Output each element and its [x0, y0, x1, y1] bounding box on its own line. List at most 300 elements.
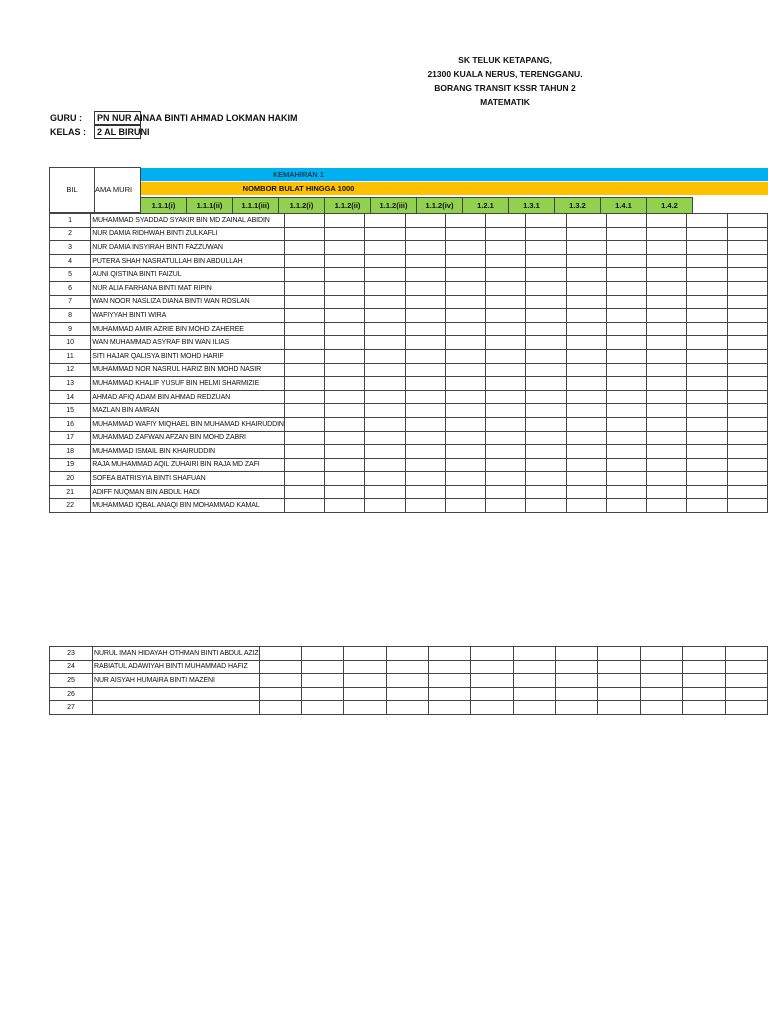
skill-cell[interactable] — [486, 268, 526, 282]
skill-cell[interactable] — [486, 214, 526, 228]
skill-cell[interactable] — [365, 445, 405, 459]
skill-cell[interactable] — [606, 472, 646, 486]
skill-cell[interactable] — [486, 377, 526, 391]
skill-cell[interactable] — [687, 241, 727, 255]
skill-cell[interactable] — [486, 241, 526, 255]
skill-cell[interactable] — [365, 281, 405, 295]
skill-cell[interactable] — [566, 281, 606, 295]
skill-cell[interactable] — [566, 349, 606, 363]
skill-cell[interactable] — [566, 485, 606, 499]
skill-cell[interactable] — [365, 268, 405, 282]
skill-cell[interactable] — [284, 349, 324, 363]
skill-cell[interactable] — [687, 227, 727, 241]
skill-cell[interactable] — [566, 363, 606, 377]
skill-cell[interactable] — [647, 336, 687, 350]
skill-cell[interactable] — [647, 472, 687, 486]
skill-cell[interactable] — [405, 363, 445, 377]
skill-cell[interactable] — [606, 254, 646, 268]
skill-cell[interactable] — [471, 674, 513, 688]
skill-cell[interactable] — [727, 268, 767, 282]
skill-cell[interactable] — [365, 227, 405, 241]
skill-cell[interactable] — [405, 431, 445, 445]
skill-cell[interactable] — [687, 254, 727, 268]
skill-cell[interactable] — [405, 336, 445, 350]
skill-cell[interactable] — [647, 254, 687, 268]
skill-cell[interactable] — [647, 227, 687, 241]
skill-cell[interactable] — [486, 404, 526, 418]
skill-cell[interactable] — [640, 674, 682, 688]
skill-cell[interactable] — [687, 214, 727, 228]
skill-cell[interactable] — [386, 701, 428, 715]
skill-cell[interactable] — [727, 254, 767, 268]
skill-cell[interactable] — [284, 472, 324, 486]
skill-cell[interactable] — [471, 687, 513, 701]
skill-cell[interactable] — [344, 674, 386, 688]
skill-cell[interactable] — [325, 377, 365, 391]
skill-cell[interactable] — [445, 214, 485, 228]
skill-cell[interactable] — [405, 309, 445, 323]
skill-cell[interactable] — [687, 363, 727, 377]
skill-cell[interactable] — [471, 647, 513, 661]
skill-cell[interactable] — [647, 268, 687, 282]
skill-cell[interactable] — [284, 363, 324, 377]
skill-cell[interactable] — [284, 445, 324, 459]
skill-cell[interactable] — [429, 701, 471, 715]
skill-cell[interactable] — [526, 214, 566, 228]
skill-cell[interactable] — [526, 445, 566, 459]
skill-cell[interactable] — [429, 687, 471, 701]
skill-cell[interactable] — [513, 701, 555, 715]
skill-cell[interactable] — [284, 227, 324, 241]
skill-cell[interactable] — [445, 227, 485, 241]
skill-cell[interactable] — [687, 322, 727, 336]
skill-cell[interactable] — [284, 377, 324, 391]
skill-cell[interactable] — [259, 701, 301, 715]
skill-cell[interactable] — [405, 349, 445, 363]
skill-cell[interactable] — [598, 674, 640, 688]
skill-cell[interactable] — [301, 660, 343, 674]
skill-cell[interactable] — [727, 431, 767, 445]
skill-cell[interactable] — [727, 349, 767, 363]
skill-cell[interactable] — [606, 322, 646, 336]
skill-cell[interactable] — [301, 674, 343, 688]
skill-cell[interactable] — [566, 254, 606, 268]
skill-cell[interactable] — [606, 417, 646, 431]
skill-cell[interactable] — [606, 445, 646, 459]
skill-cell[interactable] — [566, 445, 606, 459]
skill-cell[interactable] — [445, 309, 485, 323]
skill-cell[interactable] — [445, 458, 485, 472]
skill-cell[interactable] — [486, 485, 526, 499]
skill-cell[interactable] — [727, 295, 767, 309]
skill-cell[interactable] — [405, 322, 445, 336]
skill-cell[interactable] — [365, 377, 405, 391]
skill-cell[interactable] — [598, 660, 640, 674]
skill-cell[interactable] — [647, 458, 687, 472]
skill-cell[interactable] — [405, 499, 445, 513]
skill-cell[interactable] — [365, 390, 405, 404]
skill-cell[interactable] — [344, 701, 386, 715]
skill-cell[interactable] — [647, 499, 687, 513]
skill-cell[interactable] — [365, 241, 405, 255]
skill-cell[interactable] — [687, 295, 727, 309]
skill-cell[interactable] — [727, 445, 767, 459]
skill-cell[interactable] — [325, 349, 365, 363]
skill-cell[interactable] — [445, 363, 485, 377]
skill-cell[interactable] — [325, 336, 365, 350]
skill-cell[interactable] — [325, 472, 365, 486]
skill-cell[interactable] — [365, 363, 405, 377]
skill-cell[interactable] — [606, 377, 646, 391]
skill-cell[interactable] — [526, 336, 566, 350]
skill-cell[interactable] — [683, 660, 725, 674]
skill-cell[interactable] — [556, 660, 598, 674]
skill-cell[interactable] — [566, 227, 606, 241]
skill-cell[interactable] — [486, 227, 526, 241]
skill-cell[interactable] — [647, 363, 687, 377]
skill-cell[interactable] — [725, 687, 767, 701]
skill-cell[interactable] — [647, 390, 687, 404]
skill-cell[interactable] — [301, 701, 343, 715]
skill-cell[interactable] — [365, 254, 405, 268]
skill-cell[interactable] — [566, 295, 606, 309]
skill-cell[interactable] — [259, 674, 301, 688]
skill-cell[interactable] — [727, 227, 767, 241]
skill-cell[interactable] — [727, 404, 767, 418]
skill-cell[interactable] — [640, 687, 682, 701]
skill-cell[interactable] — [284, 309, 324, 323]
skill-cell[interactable] — [687, 472, 727, 486]
skill-cell[interactable] — [386, 687, 428, 701]
skill-cell[interactable] — [727, 417, 767, 431]
skill-cell[interactable] — [325, 309, 365, 323]
skill-cell[interactable] — [486, 322, 526, 336]
skill-cell[interactable] — [445, 268, 485, 282]
skill-cell[interactable] — [526, 431, 566, 445]
skill-cell[interactable] — [566, 404, 606, 418]
skill-cell[interactable] — [445, 404, 485, 418]
skill-cell[interactable] — [647, 322, 687, 336]
skill-cell[interactable] — [606, 458, 646, 472]
skill-cell[interactable] — [647, 445, 687, 459]
skill-cell[interactable] — [445, 499, 485, 513]
skill-cell[interactable] — [566, 499, 606, 513]
skill-cell[interactable] — [405, 445, 445, 459]
skill-cell[interactable] — [486, 431, 526, 445]
skill-cell[interactable] — [284, 241, 324, 255]
skill-cell[interactable] — [647, 241, 687, 255]
skill-cell[interactable] — [647, 281, 687, 295]
skill-cell[interactable] — [526, 241, 566, 255]
skill-cell[interactable] — [471, 660, 513, 674]
skill-cell[interactable] — [566, 472, 606, 486]
skill-cell[interactable] — [344, 687, 386, 701]
skill-cell[interactable] — [429, 647, 471, 661]
skill-cell[interactable] — [606, 404, 646, 418]
skill-cell[interactable] — [405, 254, 445, 268]
skill-cell[interactable] — [606, 295, 646, 309]
skill-cell[interactable] — [325, 445, 365, 459]
skill-cell[interactable] — [365, 322, 405, 336]
skill-cell[interactable] — [486, 349, 526, 363]
skill-cell[interactable] — [647, 377, 687, 391]
skill-cell[interactable] — [284, 390, 324, 404]
skill-cell[interactable] — [486, 390, 526, 404]
skill-cell[interactable] — [445, 390, 485, 404]
skill-cell[interactable] — [687, 336, 727, 350]
skill-cell[interactable] — [687, 404, 727, 418]
skill-cell[interactable] — [445, 241, 485, 255]
skill-cell[interactable] — [725, 660, 767, 674]
skill-cell[interactable] — [725, 674, 767, 688]
skill-cell[interactable] — [647, 309, 687, 323]
skill-cell[interactable] — [566, 268, 606, 282]
skill-cell[interactable] — [365, 472, 405, 486]
skill-cell[interactable] — [365, 214, 405, 228]
skill-cell[interactable] — [284, 295, 324, 309]
skill-cell[interactable] — [325, 431, 365, 445]
skill-cell[interactable] — [405, 485, 445, 499]
skill-cell[interactable] — [727, 485, 767, 499]
skill-cell[interactable] — [687, 445, 727, 459]
skill-cell[interactable] — [640, 647, 682, 661]
skill-cell[interactable] — [727, 281, 767, 295]
skill-cell[interactable] — [647, 295, 687, 309]
skill-cell[interactable] — [471, 701, 513, 715]
skill-cell[interactable] — [526, 363, 566, 377]
skill-cell[interactable] — [526, 227, 566, 241]
skill-cell[interactable] — [526, 309, 566, 323]
skill-cell[interactable] — [566, 322, 606, 336]
skill-cell[interactable] — [606, 241, 646, 255]
skill-cell[interactable] — [526, 349, 566, 363]
skill-cell[interactable] — [727, 322, 767, 336]
skill-cell[interactable] — [284, 431, 324, 445]
skill-cell[interactable] — [325, 458, 365, 472]
skill-cell[interactable] — [687, 458, 727, 472]
skill-cell[interactable] — [405, 390, 445, 404]
skill-cell[interactable] — [526, 322, 566, 336]
skill-cell[interactable] — [365, 404, 405, 418]
skill-cell[interactable] — [725, 701, 767, 715]
skill-cell[interactable] — [606, 363, 646, 377]
skill-cell[interactable] — [486, 417, 526, 431]
skill-cell[interactable] — [640, 701, 682, 715]
skill-cell[interactable] — [386, 674, 428, 688]
skill-cell[interactable] — [284, 336, 324, 350]
skill-cell[interactable] — [365, 499, 405, 513]
skill-cell[interactable] — [598, 647, 640, 661]
skill-cell[interactable] — [526, 458, 566, 472]
skill-cell[interactable] — [429, 674, 471, 688]
skill-cell[interactable] — [727, 458, 767, 472]
skill-cell[interactable] — [598, 701, 640, 715]
skill-cell[interactable] — [325, 254, 365, 268]
skill-cell[interactable] — [566, 417, 606, 431]
skill-cell[interactable] — [365, 417, 405, 431]
skill-cell[interactable] — [526, 472, 566, 486]
skill-cell[interactable] — [405, 417, 445, 431]
skill-cell[interactable] — [727, 377, 767, 391]
skill-cell[interactable] — [566, 377, 606, 391]
skill-cell[interactable] — [325, 268, 365, 282]
skill-cell[interactable] — [405, 295, 445, 309]
skill-cell[interactable] — [687, 377, 727, 391]
skill-cell[interactable] — [486, 499, 526, 513]
skill-cell[interactable] — [405, 458, 445, 472]
skill-cell[interactable] — [445, 349, 485, 363]
skill-cell[interactable] — [727, 309, 767, 323]
skill-cell[interactable] — [526, 499, 566, 513]
skill-cell[interactable] — [405, 268, 445, 282]
skill-cell[interactable] — [325, 363, 365, 377]
skill-cell[interactable] — [640, 660, 682, 674]
skill-cell[interactable] — [566, 309, 606, 323]
skill-cell[interactable] — [566, 241, 606, 255]
skill-cell[interactable] — [405, 227, 445, 241]
skill-cell[interactable] — [556, 647, 598, 661]
skill-cell[interactable] — [683, 674, 725, 688]
skill-cell[interactable] — [486, 363, 526, 377]
skill-cell[interactable] — [445, 431, 485, 445]
skill-cell[interactable] — [445, 377, 485, 391]
skill-cell[interactable] — [284, 485, 324, 499]
skill-cell[interactable] — [526, 485, 566, 499]
skill-cell[interactable] — [687, 390, 727, 404]
skill-cell[interactable] — [683, 687, 725, 701]
skill-cell[interactable] — [284, 417, 324, 431]
skill-cell[interactable] — [365, 485, 405, 499]
skill-cell[interactable] — [526, 404, 566, 418]
skill-cell[interactable] — [486, 309, 526, 323]
skill-cell[interactable] — [445, 336, 485, 350]
skill-cell[interactable] — [727, 241, 767, 255]
skill-cell[interactable] — [513, 660, 555, 674]
skill-cell[interactable] — [284, 322, 324, 336]
skill-cell[interactable] — [566, 390, 606, 404]
skill-cell[interactable] — [606, 349, 646, 363]
skill-cell[interactable] — [284, 254, 324, 268]
skill-cell[interactable] — [259, 660, 301, 674]
skill-cell[interactable] — [325, 499, 365, 513]
skill-cell[interactable] — [687, 281, 727, 295]
skill-cell[interactable] — [445, 445, 485, 459]
skill-cell[interactable] — [301, 687, 343, 701]
skill-cell[interactable] — [606, 336, 646, 350]
skill-cell[interactable] — [687, 499, 727, 513]
skill-cell[interactable] — [284, 499, 324, 513]
skill-cell[interactable] — [325, 322, 365, 336]
skill-cell[interactable] — [647, 214, 687, 228]
skill-cell[interactable] — [606, 485, 646, 499]
skill-cell[interactable] — [445, 281, 485, 295]
skill-cell[interactable] — [526, 254, 566, 268]
skill-cell[interactable] — [405, 241, 445, 255]
skill-cell[interactable] — [405, 377, 445, 391]
skill-cell[interactable] — [526, 390, 566, 404]
skill-cell[interactable] — [727, 214, 767, 228]
skill-cell[interactable] — [727, 336, 767, 350]
skill-cell[interactable] — [727, 472, 767, 486]
skill-cell[interactable] — [405, 404, 445, 418]
skill-cell[interactable] — [445, 417, 485, 431]
skill-cell[interactable] — [405, 472, 445, 486]
skill-cell[interactable] — [526, 268, 566, 282]
skill-cell[interactable] — [683, 701, 725, 715]
skill-cell[interactable] — [606, 309, 646, 323]
skill-cell[interactable] — [526, 417, 566, 431]
skill-cell[interactable] — [556, 674, 598, 688]
skill-cell[interactable] — [687, 309, 727, 323]
skill-cell[interactable] — [566, 431, 606, 445]
skill-cell[interactable] — [344, 660, 386, 674]
skill-cell[interactable] — [566, 214, 606, 228]
skill-cell[interactable] — [325, 485, 365, 499]
skill-cell[interactable] — [725, 647, 767, 661]
skill-cell[interactable] — [687, 485, 727, 499]
skill-cell[interactable] — [405, 281, 445, 295]
skill-cell[interactable] — [566, 458, 606, 472]
skill-cell[interactable] — [606, 268, 646, 282]
skill-cell[interactable] — [727, 363, 767, 377]
skill-cell[interactable] — [513, 687, 555, 701]
skill-cell[interactable] — [259, 647, 301, 661]
skill-cell[interactable] — [486, 254, 526, 268]
skill-cell[interactable] — [526, 281, 566, 295]
skill-cell[interactable] — [727, 499, 767, 513]
skill-cell[interactable] — [606, 499, 646, 513]
skill-cell[interactable] — [566, 336, 606, 350]
skill-cell[interactable] — [647, 417, 687, 431]
skill-cell[interactable] — [513, 674, 555, 688]
skill-cell[interactable] — [344, 647, 386, 661]
skill-cell[interactable] — [683, 647, 725, 661]
skill-cell[interactable] — [301, 647, 343, 661]
skill-cell[interactable] — [486, 445, 526, 459]
skill-cell[interactable] — [445, 472, 485, 486]
skill-cell[interactable] — [365, 431, 405, 445]
skill-cell[interactable] — [687, 417, 727, 431]
skill-cell[interactable] — [526, 295, 566, 309]
skill-cell[interactable] — [606, 281, 646, 295]
skill-cell[interactable] — [284, 458, 324, 472]
skill-cell[interactable] — [647, 431, 687, 445]
skill-cell[interactable] — [284, 268, 324, 282]
skill-cell[interactable] — [325, 404, 365, 418]
skill-cell[interactable] — [486, 295, 526, 309]
skill-cell[interactable] — [365, 309, 405, 323]
skill-cell[interactable] — [325, 417, 365, 431]
skill-cell[interactable] — [486, 336, 526, 350]
skill-cell[interactable] — [727, 390, 767, 404]
skill-cell[interactable] — [284, 404, 324, 418]
skill-cell[interactable] — [365, 295, 405, 309]
skill-cell[interactable] — [687, 268, 727, 282]
skill-cell[interactable] — [365, 336, 405, 350]
skill-cell[interactable] — [259, 687, 301, 701]
skill-cell[interactable] — [325, 214, 365, 228]
skill-cell[interactable] — [365, 458, 405, 472]
skill-cell[interactable] — [606, 431, 646, 445]
skill-cell[interactable] — [647, 485, 687, 499]
skill-cell[interactable] — [445, 254, 485, 268]
skill-cell[interactable] — [284, 281, 324, 295]
skill-cell[interactable] — [386, 647, 428, 661]
skill-cell[interactable] — [647, 349, 687, 363]
skill-cell[interactable] — [445, 295, 485, 309]
skill-cell[interactable] — [445, 485, 485, 499]
skill-cell[interactable] — [405, 214, 445, 228]
